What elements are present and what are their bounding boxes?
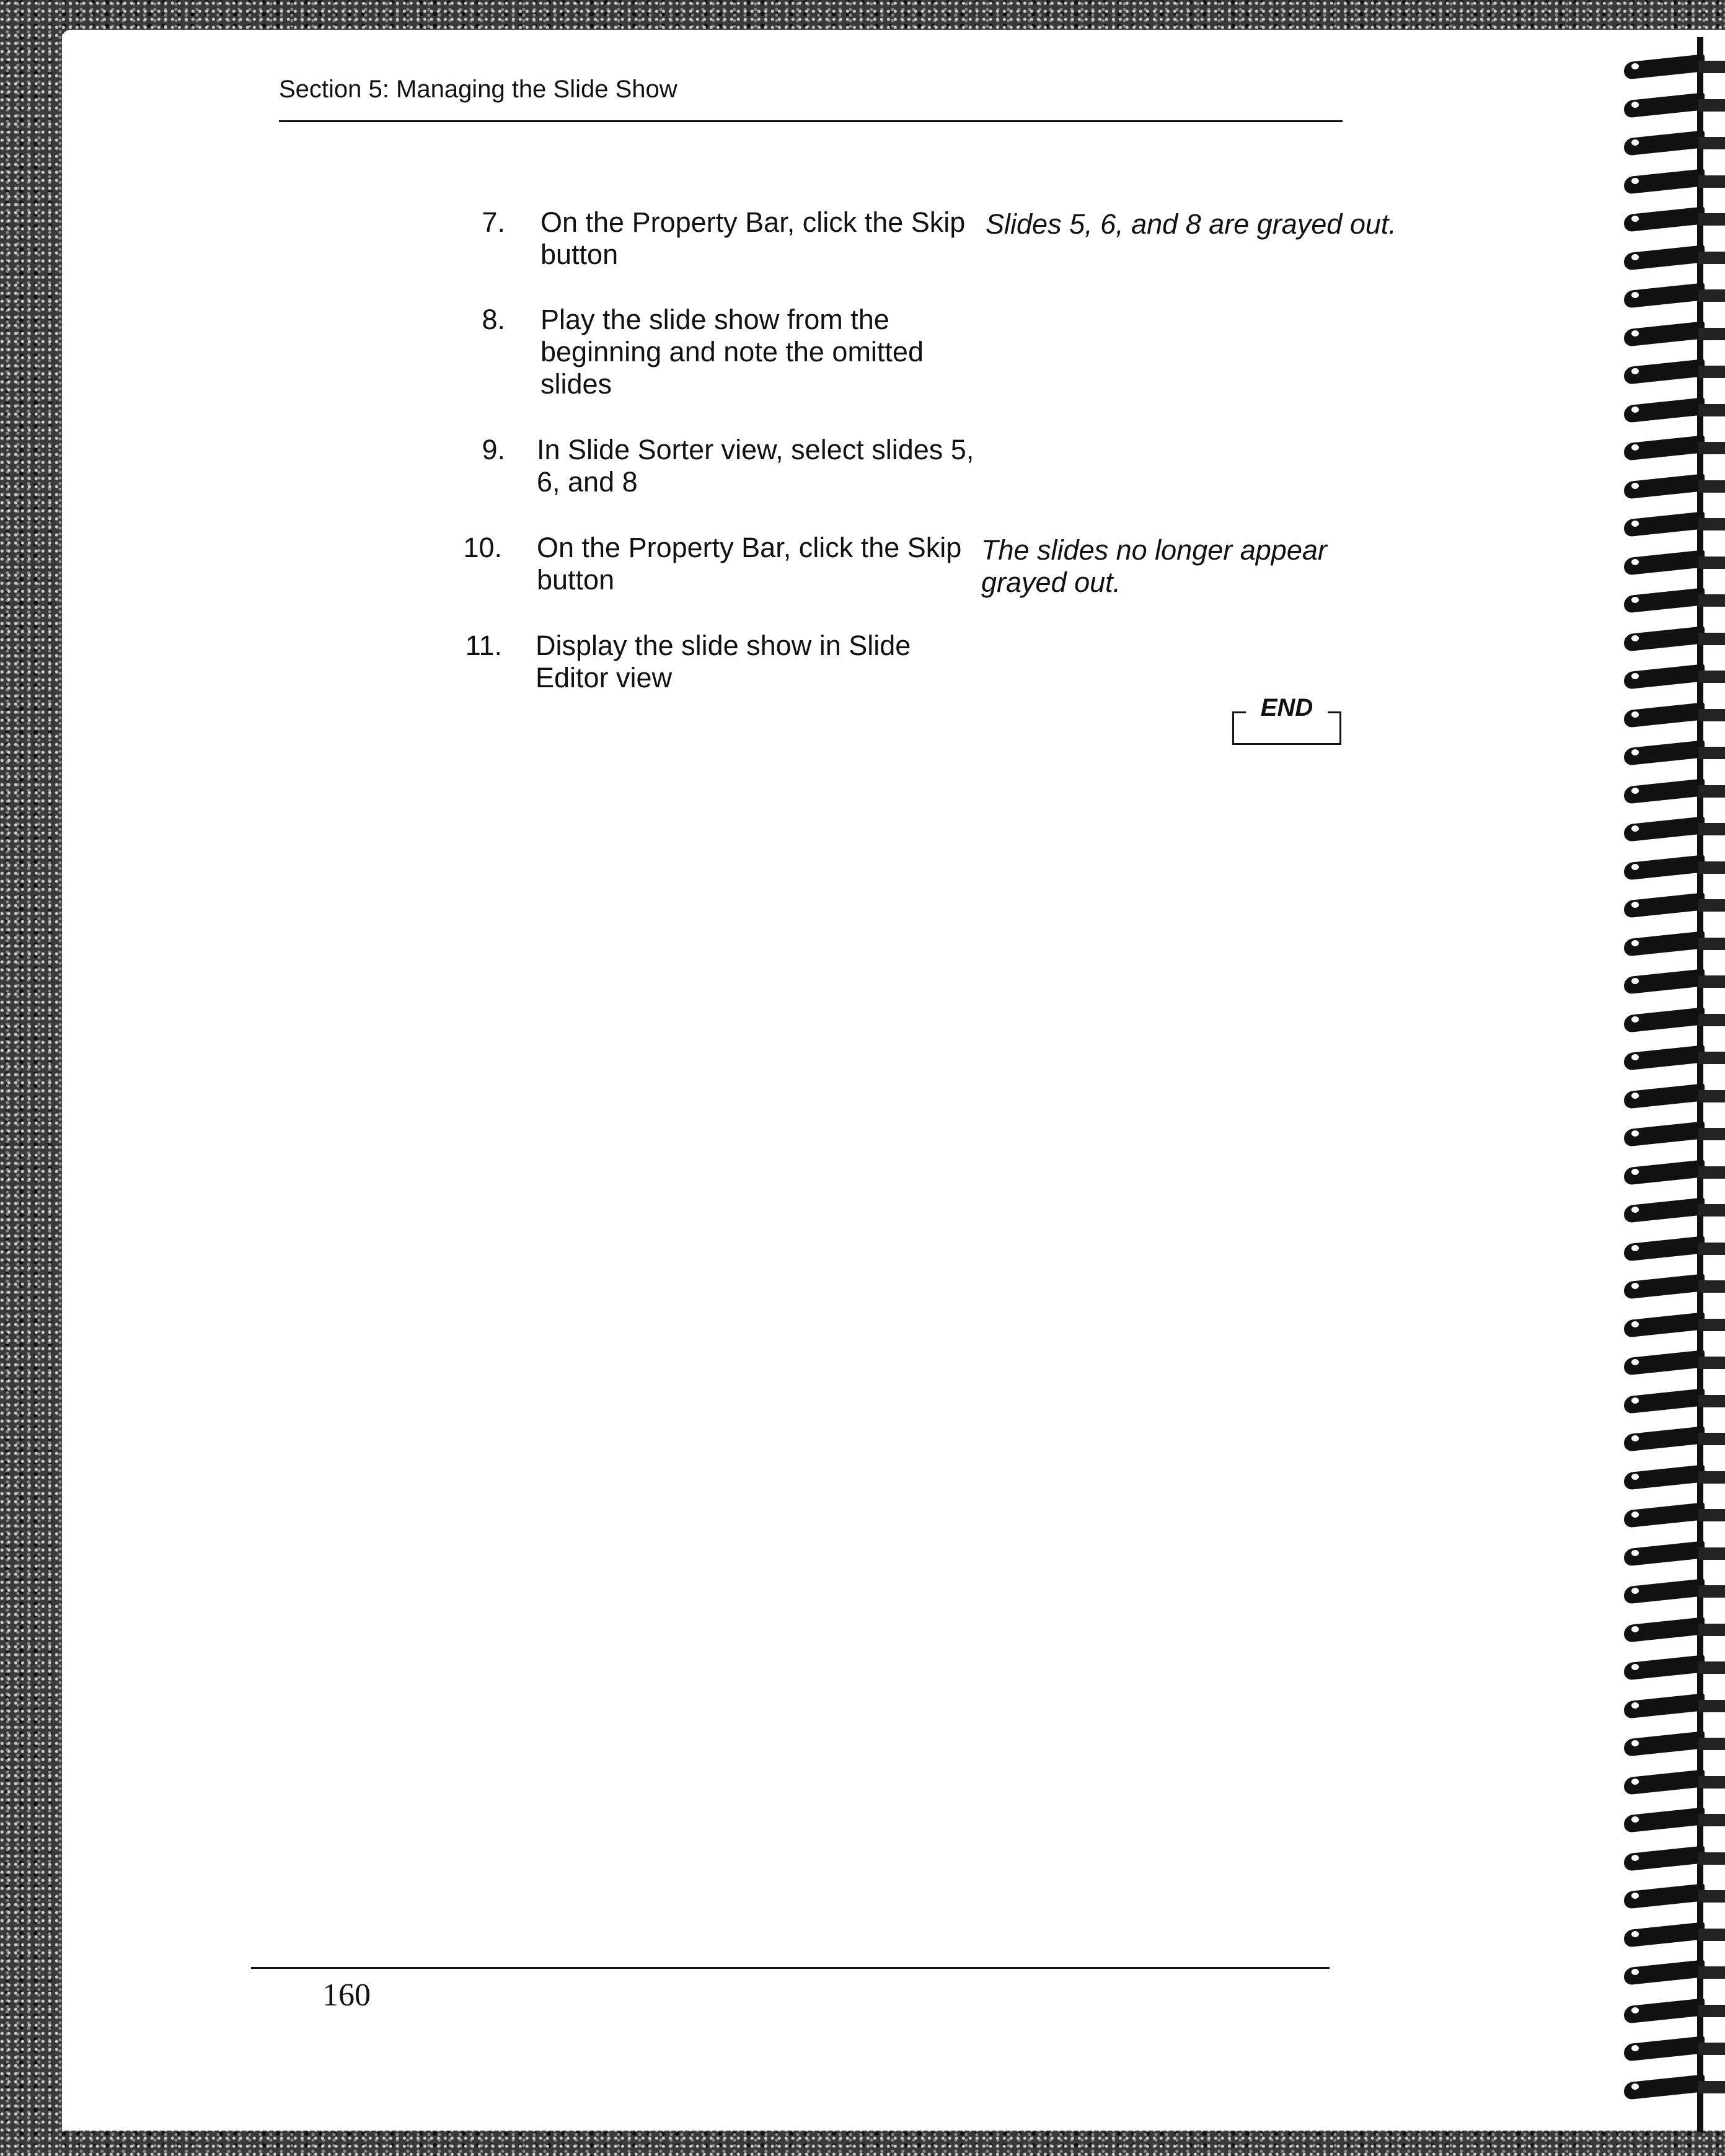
spiral-ring — [1624, 1199, 1725, 1221]
spiral-ring — [1624, 208, 1725, 231]
spiral-ring — [1624, 1657, 1725, 1679]
spiral-ring — [1624, 247, 1725, 269]
spiral-ring — [1624, 1847, 1725, 1870]
step-number-10: 10. — [463, 532, 502, 563]
step-number-9: 9. — [482, 434, 505, 465]
spiral-ring — [1624, 1466, 1725, 1489]
spiral-ring — [1624, 56, 1725, 78]
spiral-ring — [1624, 284, 1725, 307]
spiral-ring — [1624, 513, 1725, 535]
footer-divider — [251, 1967, 1330, 1969]
step-text-11: Display the slide show in Slide Editor view — [536, 630, 911, 693]
spiral-ring — [1624, 1123, 1725, 1145]
spiral-ring — [1624, 1619, 1725, 1641]
spiral-ring — [1624, 970, 1725, 993]
step-number-11: 11. — [465, 630, 502, 661]
spiral-ring — [1624, 1238, 1725, 1260]
step-note-10: The slides no longer appear grayed out. — [981, 534, 1327, 598]
spiral-ring — [1624, 1314, 1725, 1336]
spiral-ring — [1624, 666, 1725, 688]
spiral-ring — [1624, 894, 1725, 917]
spiral-ring — [1624, 1809, 1725, 1831]
spiral-ring — [1624, 1390, 1725, 1412]
spiral-ring — [1624, 1504, 1725, 1526]
spiral-ring — [1624, 2038, 1725, 2060]
spiral-ring — [1624, 1009, 1725, 1031]
end-marker — [1232, 694, 1341, 746]
spiral-ring — [1624, 2076, 1725, 2098]
page-number: 160 — [322, 1978, 371, 2013]
spiral-ring — [1624, 437, 1725, 459]
spiral-ring — [1624, 2000, 1725, 2022]
step-text-10: On the Property Bar, click the Skip button — [537, 532, 962, 596]
step-number-7: 7. — [482, 206, 505, 238]
spiral-ring — [1624, 552, 1725, 574]
spiral-ring — [1624, 1580, 1725, 1603]
spiral-ring — [1624, 1695, 1725, 1717]
spiral-ring — [1624, 1428, 1725, 1450]
section-header: Section 5: Managing the Slide Show — [279, 76, 677, 103]
spiral-ring — [1624, 1047, 1725, 1069]
step-text-9: In Slide Sorter view, select slides 5, 6, and 8 — [537, 434, 974, 498]
end-label: END — [1232, 694, 1341, 722]
spiral-ring — [1624, 856, 1725, 879]
spiral-ring — [1624, 628, 1725, 650]
spiral-ring — [1624, 475, 1725, 498]
spiral-ring — [1624, 323, 1725, 345]
step-number-8: 8. — [482, 304, 505, 335]
spiral-binding — [1612, 56, 1725, 2132]
spiral-ring — [1624, 933, 1725, 955]
spiral-ring — [1624, 1771, 1725, 1793]
spiral-ring — [1624, 170, 1725, 193]
spiral-ring — [1624, 1733, 1725, 1755]
spiral-ring — [1624, 94, 1725, 117]
step-note-7: Slides 5, 6, and 8 are grayed out. — [986, 208, 1396, 240]
end-underline — [1232, 743, 1341, 745]
spiral-ring — [1624, 589, 1725, 612]
spiral-ring — [1624, 742, 1725, 764]
spiral-ring — [1624, 1085, 1725, 1107]
spiral-ring — [1624, 1542, 1725, 1565]
spiral-ring — [1624, 818, 1725, 840]
spiral-ring — [1624, 1275, 1725, 1298]
spiral-ring — [1624, 361, 1725, 383]
spiral-ring — [1624, 132, 1725, 154]
step-text-7: On the Property Bar, click the Skip button — [540, 206, 966, 270]
spiral-ring — [1624, 1924, 1725, 1946]
spiral-ring — [1624, 704, 1725, 726]
spiral-ring — [1624, 1885, 1725, 1907]
header-divider — [279, 120, 1343, 122]
spiral-ring — [1624, 1161, 1725, 1184]
step-text-8: Play the slide show from the beginning and note the omitted slides — [540, 304, 924, 400]
spiral-ring — [1624, 1352, 1725, 1374]
spiral-ring — [1624, 1961, 1725, 1984]
spiral-ring — [1624, 780, 1725, 803]
spiral-ring — [1624, 399, 1725, 421]
